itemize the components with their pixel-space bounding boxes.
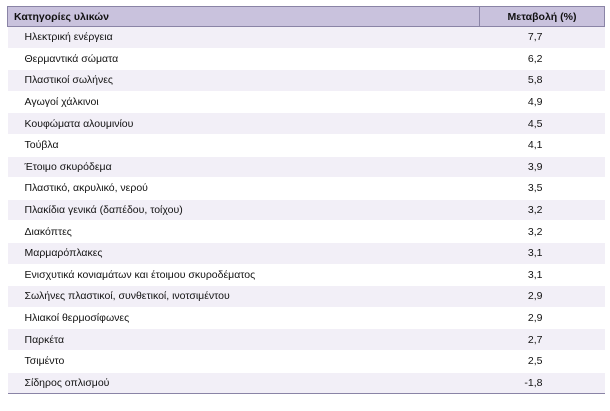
row-change-value: -1,8 <box>480 372 605 394</box>
table-row <box>8 221 605 243</box>
row-change-value: 3,1 <box>480 242 605 264</box>
table-row <box>8 264 605 286</box>
table-row <box>8 286 605 308</box>
row-change-value: 2,9 <box>480 307 605 329</box>
row-category-name: Ηλεκτρική ενέργεια <box>8 27 480 49</box>
row-change-value: 7,7 <box>480 27 605 49</box>
row-category-name: Τούβλα <box>8 134 480 156</box>
row-change-value: 4,9 <box>480 91 605 113</box>
row-category-name: Πλαστικό, ακρυλικό, νερού <box>8 178 480 200</box>
row-change-value: 3,2 <box>480 221 605 243</box>
table-row <box>8 199 605 221</box>
table-row <box>8 307 605 329</box>
table-row <box>8 134 605 156</box>
row-category-name: Διακόπτες <box>8 221 480 243</box>
row-category-name: Σίδηρος οπλισμού <box>8 372 480 394</box>
table-row <box>8 242 605 264</box>
table-row <box>8 350 605 372</box>
row-change-value: 2,7 <box>480 329 605 351</box>
header-category: Κατηγορίες υλικών <box>8 7 480 27</box>
row-change-value: 2,9 <box>480 286 605 308</box>
row-change-value: 3,9 <box>480 156 605 178</box>
row-category-name: Παρκέτα <box>8 329 480 351</box>
row-change-value: 2,5 <box>480 350 605 372</box>
row-category-name: Κουφώματα αλουμινίου <box>8 113 480 135</box>
row-category-name: Ενισχυτικά κονιαμάτων και έτοιμου σκυροδέματος <box>8 264 480 286</box>
header-change-percent: Μεταβολή (%) <box>480 7 605 27</box>
row-category-name: Τσιμέντο <box>8 350 480 372</box>
table-row <box>8 113 605 135</box>
row-change-value: 6,2 <box>480 48 605 70</box>
table-row <box>8 70 605 92</box>
row-category-name: Ηλιακοί θερμοσίφωνες <box>8 307 480 329</box>
table-header <box>8 7 605 27</box>
materials-table-container <box>7 6 604 394</box>
row-category-name: Έτοιμο σκυρόδεμα <box>8 156 480 178</box>
table-row <box>8 27 605 49</box>
table-row <box>8 329 605 351</box>
materials-price-change-table <box>7 6 605 394</box>
header-row <box>8 7 605 27</box>
row-change-value: 4,1 <box>480 134 605 156</box>
table-body <box>8 27 605 394</box>
row-change-value: 3,2 <box>480 199 605 221</box>
row-change-value: 5,8 <box>480 70 605 92</box>
row-category-name: Θερμαντικά σώματα <box>8 48 480 70</box>
row-category-name: Πλαστικοί σωλήνες <box>8 70 480 92</box>
table-row <box>8 372 605 394</box>
table-row <box>8 91 605 113</box>
table-row <box>8 156 605 178</box>
row-category-name: Σωλήνες πλαστικοί, συνθετικοί, ινοτσιμέντου <box>8 286 480 308</box>
row-change-value: 4,5 <box>480 113 605 135</box>
row-change-value: 3,5 <box>480 178 605 200</box>
row-category-name: Πλακίδια γενικά (δαπέδου, τοίχου) <box>8 199 480 221</box>
table-row <box>8 178 605 200</box>
table-row <box>8 48 605 70</box>
row-category-name: Μαρμαρόπλακες <box>8 242 480 264</box>
row-change-value: 3,1 <box>480 264 605 286</box>
row-category-name: Αγωγοί χάλκινοι <box>8 91 480 113</box>
